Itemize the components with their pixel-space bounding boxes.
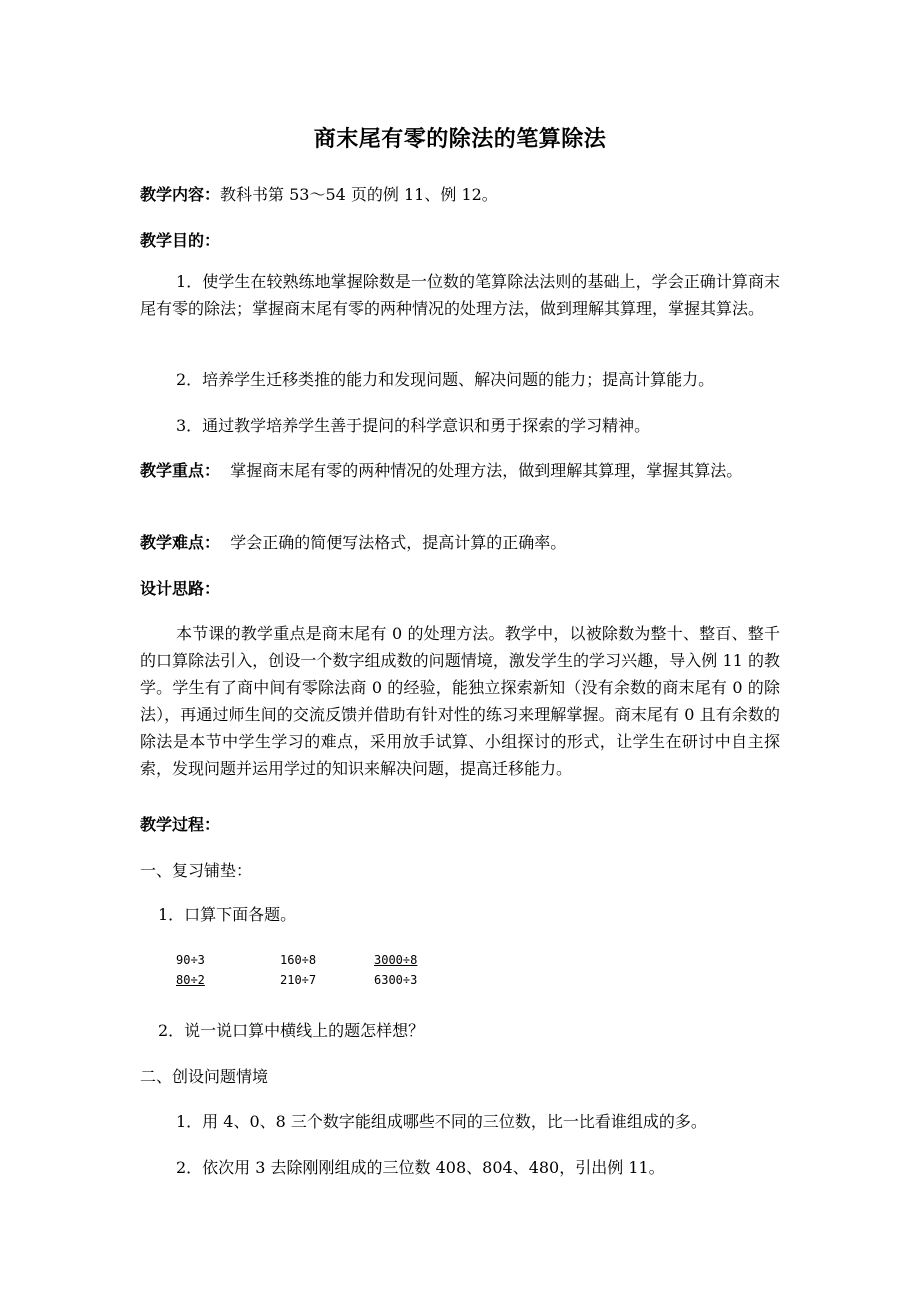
content-label: 教学内容： (140, 185, 221, 204)
calc-r2c2: 210÷7 (280, 973, 317, 987)
calc-r1c1: 90÷3 (176, 953, 205, 967)
key-point-line (140, 457, 780, 484)
content-line (140, 182, 780, 208)
calc-r1c2: 160÷8 (280, 953, 317, 967)
difficulty-text: 学会正确的简便写法格式，提高计算的正确率。 (230, 533, 567, 552)
objective-item-1: 1．使学生在较熟练地掌握除数是一位数的笔算除法法则的基础上，学会正确计算商末尾有零的除法；掌握商末尾有零的两种情况的处理方法，做到理解其算理，掌握其算法。 (140, 272, 780, 318)
calc-r2c3: 6300÷3 (374, 973, 418, 987)
situation-item-2: 2．依次用 3 去除刚刚组成的三位数 408、804、480，引出例 11。 (176, 1158, 665, 1177)
objective-item-3: 3．通过教学培养学生善于提问的科学意识和勇于探索的学习精神。 (176, 416, 651, 435)
page-title: 商末尾有零的除法的笔算除法 (313, 126, 607, 152)
process-label: 教学过程： (140, 815, 221, 834)
section-review-heading: 一、复习铺垫： (140, 861, 253, 880)
content-text: 教科书第 53～54 页的例 11、例 12。 (220, 185, 498, 204)
difficulty-line (140, 530, 780, 556)
section-situation-heading: 二、创设问题情境 (140, 1067, 269, 1086)
objectives-label: 教学目的： (140, 231, 221, 250)
review-item-1: 1．口算下面各题。 (158, 905, 297, 924)
difficulty-label: 教学难点： (140, 533, 221, 552)
design-label: 设计思路： (140, 579, 221, 598)
key-point-text: 掌握商末尾有零的两种情况的处理方法，做到理解其算理，掌握其算法。 (230, 461, 743, 480)
calc-r1c3: 3000÷8 (374, 953, 418, 967)
calc-r2c1: 80÷2 (176, 973, 205, 987)
situation-item-1: 1．用 4、0、8 三个数字能组成哪些不同的三位数，比一比看谁组成的多。 (176, 1112, 707, 1131)
objective-item-2: 2．培养学生迁移类推的能力和发现问题、解决问题的能力；提高计算能力。 (176, 370, 715, 389)
key-point-label: 教学重点： (140, 461, 221, 480)
design-paragraph: 本节课的教学重点是商末尾有 0 的处理方法。教学中，以被除数为整十、整百、整千的口算除法引入，创设一个数字组成数的问题情境，激发学生的学习兴趣，导入例 11 的教学。学生有了商中间有零除法商 0 的经验，能独立探索新知（没有余数的商末尾有 0 的除法），再通过师生间的交流反馈并借助有针对性的练习来理解掌握。商末尾有 0 且有余数的除法是本节中学生学习的难点，采用放手试算、小组探讨的形式，让学生在研讨中自主探索，发现问题并运用学过的知识来解决问题，提高迁移能力。 (140, 624, 780, 778)
review-item-2: 2．说一说口算中横线上的题怎样想？ (158, 1021, 425, 1040)
